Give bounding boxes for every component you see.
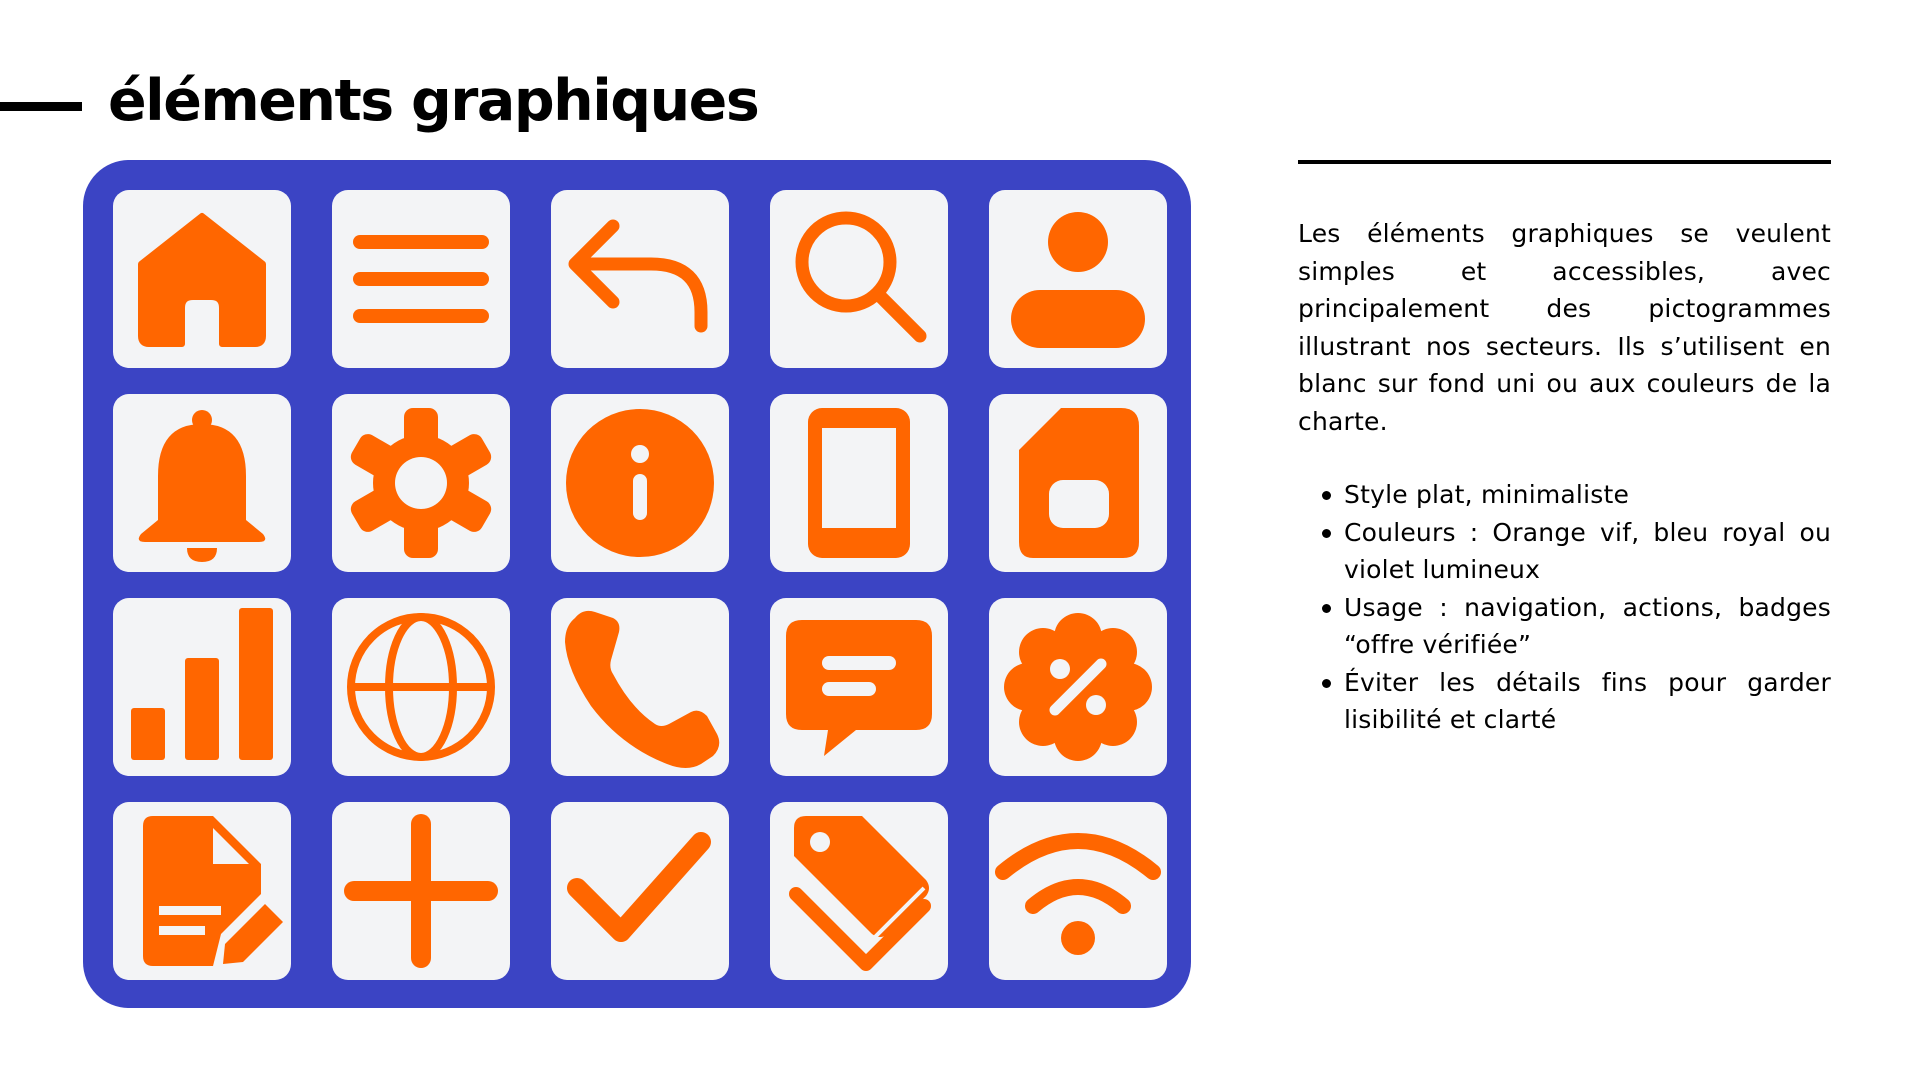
icon-tile-user bbox=[989, 190, 1167, 368]
tags-icon bbox=[770, 802, 948, 980]
icon-tile-search bbox=[770, 190, 948, 368]
icon-tile-phone bbox=[551, 598, 729, 776]
icon-panel bbox=[83, 160, 1191, 1008]
phone-icon bbox=[551, 598, 729, 776]
icon-tile-document bbox=[113, 802, 291, 980]
icon-tile-discount bbox=[989, 598, 1167, 776]
icon-tile-gear bbox=[332, 394, 510, 572]
icon-tile-globe bbox=[332, 598, 510, 776]
info-icon bbox=[551, 394, 729, 572]
icon-tile-tablet bbox=[770, 394, 948, 572]
discount-badge-icon bbox=[989, 598, 1167, 776]
icon-tile-home bbox=[113, 190, 291, 368]
bell-icon bbox=[113, 394, 291, 572]
list-item: Style plat, minimaliste bbox=[1298, 476, 1831, 514]
list-item: Éviter les détails fins pour garder lisibilité et clarté bbox=[1298, 664, 1831, 739]
list-item: Usage : navigation, actions, badges “offre vérifiée” bbox=[1298, 589, 1831, 664]
reply-arrow-icon bbox=[551, 190, 729, 368]
icon-tile-check bbox=[551, 802, 729, 980]
icon-tile-sim bbox=[989, 394, 1167, 572]
page-title: éléments graphiques bbox=[108, 68, 759, 134]
title-rule bbox=[0, 102, 82, 111]
guideline-list bbox=[1298, 476, 1831, 739]
icon-tile-signal bbox=[113, 598, 291, 776]
home-icon bbox=[113, 190, 291, 368]
document-edit-icon bbox=[113, 802, 291, 980]
plus-icon bbox=[332, 802, 510, 980]
tablet-icon bbox=[770, 394, 948, 572]
icon-tile-wifi bbox=[989, 802, 1167, 980]
search-icon bbox=[770, 190, 948, 368]
side-rule bbox=[1298, 160, 1831, 164]
icon-tile-reply bbox=[551, 190, 729, 368]
description-paragraph: Les éléments graphiques se veulent simples et accessibles, avec principalement des pictogrammes illustrant nos secteurs. Ils s’utilisent en blanc sur fond uni ou aux couleurs de la charte. bbox=[1298, 219, 1831, 436]
signal-bars-icon bbox=[113, 598, 291, 776]
list-item: Couleurs : Orange vif, bleu royal ou violet lumineux bbox=[1298, 514, 1831, 589]
sim-card-icon bbox=[989, 394, 1167, 572]
user-icon bbox=[989, 190, 1167, 368]
wifi-icon bbox=[989, 802, 1167, 980]
icon-tile-tags bbox=[770, 802, 948, 980]
icon-tile-plus bbox=[332, 802, 510, 980]
icon-tile-chat bbox=[770, 598, 948, 776]
chat-bubble-icon bbox=[770, 598, 948, 776]
checkmark-icon bbox=[551, 802, 729, 980]
icon-tile-bell bbox=[113, 394, 291, 572]
globe-icon bbox=[332, 598, 510, 776]
menu-icon bbox=[332, 190, 510, 368]
gear-icon bbox=[332, 394, 510, 572]
icon-tile-menu bbox=[332, 190, 510, 368]
icon-tile-info bbox=[551, 394, 729, 572]
